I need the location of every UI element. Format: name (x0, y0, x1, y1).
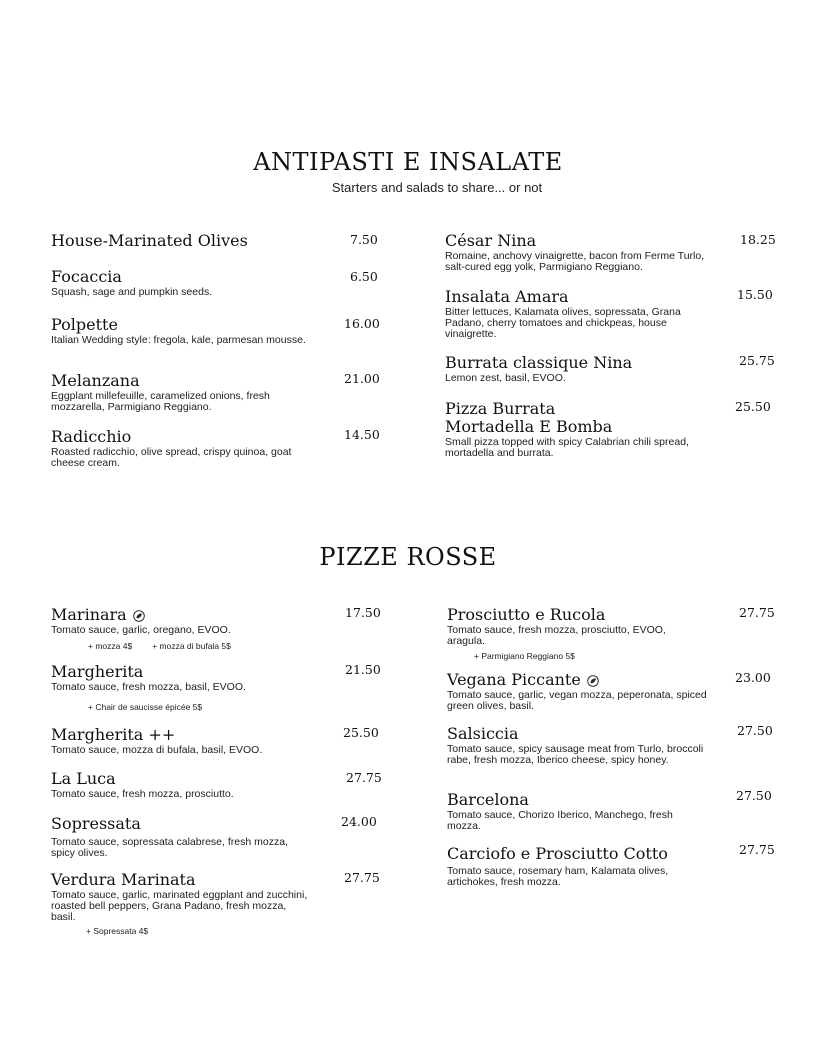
item-name: Insalata Amara (445, 287, 569, 306)
item-addon: + Chair de saucisse épicée 5$ (88, 702, 203, 712)
item-name: Carciofo e Prosciutto Cotto (447, 844, 668, 863)
item-price: 25.75 (739, 353, 775, 368)
menu-item-prosciutto-e-rucola (447, 606, 697, 647)
item-name: Prosciutto e Rucola (447, 605, 606, 624)
item-price: 27.75 (344, 870, 380, 885)
item-price: 14.50 (344, 427, 380, 442)
item-name-line-2: Mortadella E Bomba (445, 417, 613, 436)
menu-item-margherita-plus (51, 726, 321, 756)
item-description: Tomato sauce, fresh mozza, basil, EVOO. (51, 681, 246, 693)
item-price: 27.75 (739, 605, 775, 620)
item-price: 23.00 (735, 670, 771, 685)
item-description: Italian Wedding style: fregola, kale, parmesan mousse. (51, 334, 306, 346)
item-description: Tomato sauce, garlic, marinated eggplant and zucchini, roasted bell peppers, Grana Padano, fresh mozza, basil. (51, 889, 308, 923)
menu-item-sopressata (51, 815, 311, 859)
item-name: Vegana Piccante (447, 670, 581, 689)
menu-item-melanzana (51, 372, 311, 413)
item-name: Burrata classique Nina (445, 353, 633, 372)
menu-item-la-luca (51, 770, 311, 800)
menu-item-radicchio (51, 428, 311, 469)
item-price: 7.50 (350, 232, 378, 247)
item-description: Eggplant millefeuille, caramelized onions, fresh mozzarella, Parmigiano Reggiano. (51, 390, 270, 413)
item-addon: + Parmigiano Reggiano 5$ (474, 651, 575, 661)
item-description: Tomato sauce, garlic, oregano, EVOO. (51, 624, 231, 636)
item-description: Small pizza topped with spicy Calabrian chili spread, mortadella and burrata. (445, 436, 689, 459)
item-name: La Luca (51, 769, 116, 788)
section-title-antipasti: ANTIPASTI E INSALATE (253, 148, 563, 176)
item-addons (88, 641, 231, 651)
item-name: House-Marinated Olives (51, 231, 248, 250)
menu-item-margherita (51, 663, 311, 693)
menu-item-insalata-amara (445, 288, 707, 340)
item-price: 21.00 (344, 371, 380, 386)
item-description: Lemon zest, basil, EVOO. (445, 372, 566, 384)
section-title-pizze-rosse: PIZZE ROSSE (319, 543, 497, 571)
item-description: Tomato sauce, rosemary ham, Kalamata olives, artichokes, fresh mozza. (447, 865, 669, 888)
item-price: 27.50 (737, 723, 773, 738)
item-name: Marinara (51, 605, 127, 624)
item-description: Tomato sauce, spicy sausage meat from Turlo, broccoli rabe, fresh mozza, Iberico cheese, spicy honey. (447, 743, 704, 766)
item-price: 15.50 (737, 287, 773, 302)
item-name: Barcelona (447, 790, 529, 809)
item-name-row (51, 606, 311, 624)
item-name: Polpette (51, 315, 118, 334)
menu-item-focaccia (51, 268, 311, 298)
item-name: Margherita (51, 662, 144, 681)
vegan-leaf-icon (587, 675, 599, 687)
item-description: Roasted radicchio, olive spread, crispy quinoa, goat cheese cream. (51, 446, 292, 469)
item-name: Margherita ++ (51, 725, 176, 744)
menu-item-salsiccia (447, 725, 719, 766)
item-description: Tomato sauce, garlic, vegan mozza, peperonata, spiced green olives, basil. (447, 689, 707, 712)
item-description: Squash, sage and pumpkin seeds. (51, 286, 213, 298)
item-name-line-1: Pizza Burrata (445, 399, 556, 418)
item-name: Focaccia (51, 267, 122, 286)
menu-item-vegana-piccante (447, 671, 719, 712)
menu-item-polpette (51, 316, 311, 346)
item-description: Tomato sauce, mozza di bufala, basil, EVOO. (51, 744, 263, 756)
item-description: Tomato sauce, Chorizo Iberico, Manchego, fresh mozza. (447, 809, 673, 832)
item-price: 27.75 (346, 770, 382, 785)
menu-item-cesar-nina (445, 232, 717, 273)
item-name-row (447, 671, 719, 689)
item-price: 21.50 (345, 662, 381, 677)
item-name: Salsiccia (447, 724, 519, 743)
addon-option: + mozza di bufala 5$ (152, 641, 231, 651)
item-name: César Nina (445, 231, 537, 250)
item-addon: + Sopressata 4$ (86, 926, 149, 936)
item-description: Tomato sauce, sopressata calabrese, fresh mozza, spicy olives. (51, 836, 288, 859)
menu-item-verdura-marinata (51, 871, 311, 923)
item-price: 18.25 (740, 232, 776, 247)
item-name: Melanzana (51, 371, 140, 390)
menu-item-carciofo-e-prosciutto-cotto (447, 845, 719, 888)
item-price: 24.00 (341, 814, 377, 829)
item-name: Sopressata (51, 814, 141, 833)
menu-item-burrata-classique-nina (445, 354, 717, 384)
item-price: 17.50 (345, 605, 381, 620)
item-price: 6.50 (350, 269, 378, 284)
menu-item-barcelona (447, 791, 697, 832)
item-name: Verdura Marinata (51, 870, 196, 889)
item-price: 27.50 (736, 788, 772, 803)
menu-item-house-marinated-olives (51, 232, 311, 250)
menu-item-marinara (51, 606, 311, 636)
item-price: 25.50 (735, 399, 771, 414)
section-subtitle-antipasti: Starters and salads to share... or not (331, 180, 543, 195)
item-price: 27.75 (739, 842, 775, 857)
vegan-leaf-icon (133, 610, 145, 622)
item-description: Romaine, anchovy vinaigrette, bacon from Ferme Turlo, salt-cured egg yolk, Parmigiano Reggiano. (445, 250, 705, 273)
item-description: Tomato sauce, fresh mozza, prosciutto, EVOO, aragula. (447, 624, 666, 647)
item-price: 16.00 (344, 316, 380, 331)
addon-option: + mozza 4$ (88, 641, 133, 651)
item-price: 25.50 (343, 725, 379, 740)
item-description: Bitter lettuces, Kalamata olives, sopressata, Grana Padano, cherry tomatoes and chickpeas, house vinaigrette. (445, 306, 681, 340)
item-description: Tomato sauce, fresh mozza, prosciutto. (51, 788, 234, 800)
item-name: Radicchio (51, 427, 132, 446)
menu-item-pizza-burrata-mortadella (445, 400, 707, 459)
